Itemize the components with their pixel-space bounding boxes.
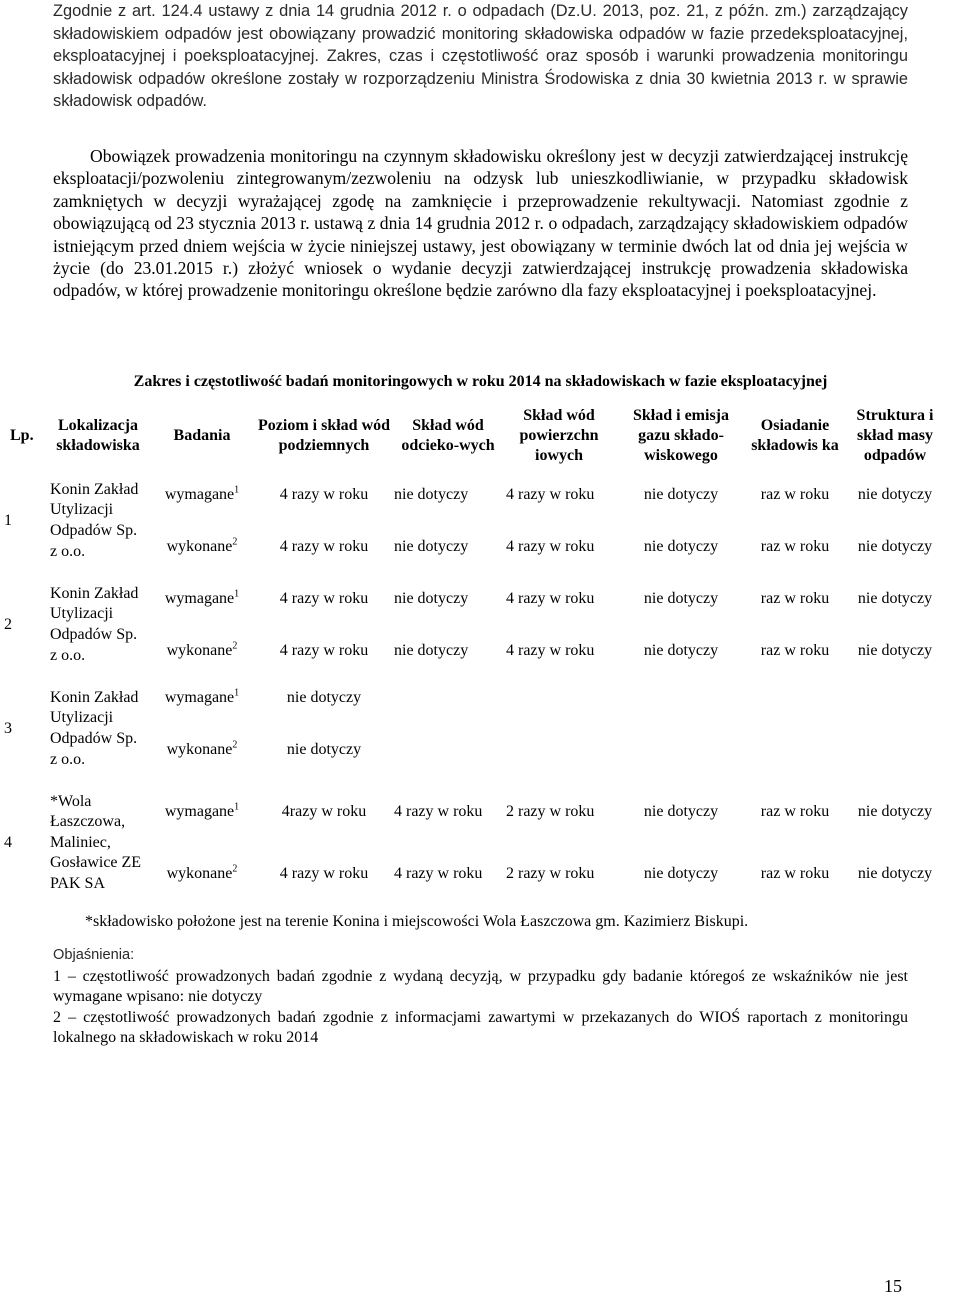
header-poziom: Poziom i skład wód podziemnych	[258, 417, 391, 454]
header-badania: Badania	[173, 427, 231, 444]
intro-paragraph	[53, 0, 908, 113]
footnote-ref: 1	[234, 588, 240, 600]
powierzch-cell: 2 razy w roku	[506, 865, 595, 882]
odciek-cell: nie dotyczy	[394, 642, 469, 659]
note-marker: 2	[53, 1009, 61, 1026]
monitoring-table	[2, 403, 948, 905]
badania-cell	[148, 469, 256, 521]
site-location: Konin Zakład Utylizacji Odpadów Sp. z o.o.	[50, 688, 139, 768]
page-number: 15	[884, 1276, 902, 1296]
intro-text-2: Zakres, czas i częstotliwość oraz sposób i warunki prowadzenia monitoringu składowisk odpadów określone zostały w rozporządzeniu Ministra Środowiska z dnia 30 kwietnia 2013 r. w sprawie składowisk odpadów.	[53, 47, 908, 111]
table-caption: Zakres i częstotliwość badań monitoringowych w roku 2014 na składowiskach w fazie eksploatacyjnej	[133, 373, 828, 390]
badania-cell	[148, 521, 256, 573]
explanations	[53, 944, 908, 1048]
osiadanie-cell: raz w roku	[760, 486, 830, 503]
struktura-cell: nie dotyczy	[857, 865, 933, 882]
site-number: 3	[4, 720, 12, 737]
note-text: częstotliwość prowadzonych badań zgodnie z informacjami zawartymi w przekazanych do WIOŚ raportach z monitoringu lokalnego na składowiskach w roku 2014	[53, 1009, 909, 1046]
header-osiadanie: Osiadanie składowis ka	[751, 417, 839, 454]
table-header-row	[2, 403, 948, 469]
badania-label: wykonane	[166, 538, 233, 555]
header-gaz: Skład i emisja gazu składo-wiskowego	[632, 407, 729, 464]
badania-cell	[148, 677, 256, 719]
site-location: Konin Zakład Utylizacji Odpadów Sp. z o.o.	[50, 584, 139, 664]
badania-cell	[148, 573, 256, 625]
table-row	[2, 573, 948, 625]
osiadanie-cell: raz w roku	[760, 538, 830, 555]
footnote-ref: 1	[234, 687, 240, 699]
gaz-cell: nie dotyczy	[643, 803, 719, 820]
struktura-cell: nie dotyczy	[857, 642, 933, 659]
odciek-cell: 4 razy w roku	[394, 865, 483, 882]
powierzch-cell: 4 razy w roku	[506, 642, 595, 659]
header-struktura: Struktura i skład masy odpadów	[856, 407, 934, 464]
struktura-cell: nie dotyczy	[857, 803, 933, 820]
header-powierzchniowych: Skład wód powierzchn iowych	[519, 407, 599, 464]
odciek-cell: 4 razy w roku	[394, 803, 483, 820]
struktura-cell: nie dotyczy	[857, 538, 933, 555]
powierzch-cell: 4 razy w roku	[506, 486, 595, 503]
struktura-cell: nie dotyczy	[857, 590, 933, 607]
powierzch-cell: 4 razy w roku	[506, 590, 595, 607]
site-location: *Wola Łaszczowa, Maliniec, Gosławice ZE PAK SA	[50, 792, 142, 892]
note-marker: 1	[53, 968, 61, 985]
gaz-cell: nie dotyczy	[643, 590, 719, 607]
note-text: częstotliwość prowadzonych badań zgodnie z wydaną decyzją, w przypadku gdy badanie któregoś ze wskaźników nie jest wymagane wpisano: nie dotyczy	[53, 968, 908, 1005]
footnote-ref: 2	[232, 863, 238, 875]
footnote-ref: 2	[232, 640, 238, 652]
table-row	[2, 677, 948, 719]
footnote-ref: 1	[234, 484, 240, 496]
body-paragraph	[53, 145, 908, 302]
gaz-cell: nie dotyczy	[643, 486, 719, 503]
badania-cell	[148, 843, 256, 905]
table-row	[2, 781, 948, 843]
table-row	[2, 469, 948, 521]
intro-text-1: Zgodnie z art. 124.4 ustawy z dnia 14 grudnia 2012 r. o odpadach (Dz.U. 2013, poz. 21, z późn. zm.) zarządzający składowiskiem odpadów jest obowiązany prowadzić monitoring składowiska odpadów w fazie przedeksploatacyjnej, eksploatacyjnej i poeksploatacyjnej.	[53, 2, 908, 66]
badania-label: wykonane	[166, 865, 233, 882]
poziom-cell: 4 razy w roku	[279, 590, 369, 607]
poziom-cell: 4 razy w roku	[279, 642, 369, 659]
gaz-cell: nie dotyczy	[643, 538, 719, 555]
site-number: 4	[4, 834, 12, 851]
poziom-cell: 4razy w roku	[281, 803, 367, 820]
badania-label: wymagane	[164, 590, 235, 607]
footnote-ref: 1	[234, 801, 240, 813]
poziom-cell: nie dotyczy	[286, 689, 362, 706]
osiadanie-cell: raz w roku	[760, 642, 830, 659]
badania-cell	[148, 625, 256, 677]
poziom-cell: 4 razy w roku	[279, 486, 369, 503]
badania-label: wymagane	[164, 803, 235, 820]
powierzch-cell: 4 razy w roku	[506, 538, 595, 555]
badania-cell	[148, 781, 256, 843]
badania-cell	[148, 719, 256, 781]
badania-label: wymagane	[164, 689, 235, 706]
badania-label: wykonane	[166, 741, 233, 758]
gaz-cell: nie dotyczy	[643, 642, 719, 659]
gaz-cell: nie dotyczy	[643, 865, 719, 882]
explanation-note-2: 2 – częstotliwość prowadzonych badań zgodnie z informacjami zawartymi w przekazanych do WIOŚ raportach z monitoringu lokalnego na składowiskach w roku 2014	[53, 1009, 909, 1046]
osiadanie-cell: raz w roku	[760, 590, 830, 607]
osiadanie-cell: raz w roku	[760, 865, 830, 882]
odciek-cell: nie dotyczy	[394, 486, 469, 503]
explanation-note-1: 1 – częstotliwość prowadzonych badań zgodnie z wydaną decyzją, w przypadku gdy badanie któregoś ze wskaźników nie jest wymagane wpisano: nie dotyczy	[53, 968, 908, 1005]
site-footnote: *składowisko położone jest na terenie Konina i miejscowości Wola Łaszczowa gm. Kazimierz Biskupi.	[85, 913, 749, 930]
footnote-ref: 2	[232, 536, 238, 548]
poziom-cell: 4 razy w roku	[279, 865, 369, 882]
poziom-cell: 4 razy w roku	[279, 538, 369, 555]
header-lp: Lp.	[10, 427, 34, 444]
powierzch-cell: 2 razy w roku	[506, 803, 595, 820]
poziom-cell: nie dotyczy	[286, 741, 362, 758]
site-number: 1	[4, 512, 12, 529]
header-odciekowych: Skład wód odcieko-wych	[401, 417, 495, 454]
odciek-cell: nie dotyczy	[394, 538, 469, 555]
osiadanie-cell: raz w roku	[760, 803, 830, 820]
odciek-cell: nie dotyczy	[394, 590, 469, 607]
badania-label: wymagane	[164, 486, 235, 503]
badania-label: wykonane	[166, 642, 233, 659]
struktura-cell: nie dotyczy	[857, 486, 933, 503]
body-text: Obowiązek prowadzenia monitoringu na czynnym składowisku określony jest w decyzji zatwierdzającej instrukcję eksploatacji/pozwoleniu zintegrowanym/zezwoleniu na odzysk lub unieszkodliwianie, w przypadku składowisk zamkniętych w decyzji wyrażającej zgodę na zamknięcie i przeprowadzenie rekultywacji. Natomiast zgodnie z obowiązującą od 23 stycznia 2013 r. ustawą z dnia 14 grudnia 2012 r. o odpadach, zarządzający składowiskiem odpadów istniejącym przed dniem wejścia w życie niniejszej ustawy, jest obowiązany w terminie dwóch lat od dnia jej wejścia w życie (do 23.01.2015 r.) złożyć wniosek o wydanie decyzji zatwierdzającej instrukcję prowadzenia składowiska odpadów, w której prowadzenie monitoringu określone będzie zarówno dla fazy eksploatacyjnej i poeksploatacyjnej.	[53, 146, 908, 301]
header-lokalizacja: Lokalizacja składowiska	[56, 417, 140, 454]
footnote-ref: 2	[232, 739, 238, 751]
site-number: 2	[4, 616, 12, 633]
explanations-title: Objaśnienia:	[53, 947, 135, 963]
site-location: Konin Zakład Utylizacji Odpadów Sp. z o.o.	[50, 480, 139, 560]
